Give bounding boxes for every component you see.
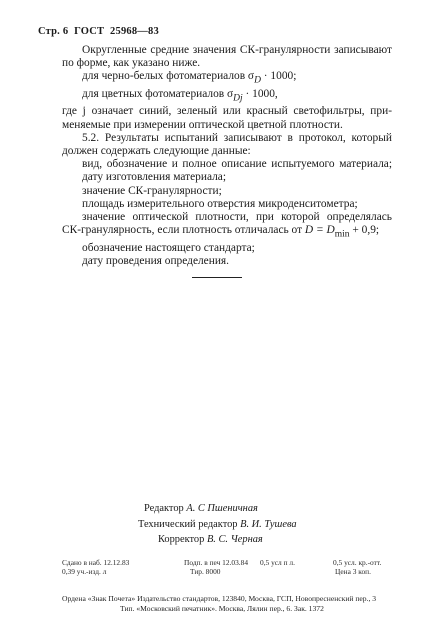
standard-prefix: ГОСТ <box>74 26 105 37</box>
imprint-submitted: Сдано в наб. 12.12.83 <box>62 558 130 567</box>
formula-density-end: + 0,9; <box>349 224 380 237</box>
printer-line: Тип. «Московский печатник». Москва, Лялин пер., 6. Зак. 1372 <box>120 603 324 613</box>
tech-editor-name: В. И. Тушева <box>240 518 297 530</box>
editor-line <box>138 501 297 517</box>
imprint-sheets: 0,5 усл п л. <box>260 558 295 567</box>
imprint-row <box>62 558 396 567</box>
editor-name: А. С Пшеничная <box>186 503 258 514</box>
corrector-line <box>138 532 297 548</box>
imprint-block <box>62 558 396 576</box>
formula-density: D = D <box>304 224 335 237</box>
imprint-circulation: Тир. 8000 <box>190 567 221 576</box>
list-item: вид, обозначение и полное описание испытуемого материала; <box>82 158 392 171</box>
tech-editor-role: Технический редактор <box>138 518 238 530</box>
list-item: значение СК-гранулярности; <box>82 184 222 197</box>
formula-bw-end: · 1000; <box>260 70 297 83</box>
list-item: дату проведения определения. <box>82 254 230 267</box>
list-item: площадь измерительного отверстия микроденситометра; <box>82 197 358 210</box>
main-text <box>62 44 392 268</box>
imprint-price: Цена 3 коп. <box>335 567 371 576</box>
corrector-name: В. С. Черная <box>206 534 263 545</box>
list-item: значение оптической плотности, при которой определялась <box>82 211 392 223</box>
imprint-row <box>62 567 396 576</box>
page-label: Стр. 6 <box>38 26 69 37</box>
formula-color-end: · 1000, <box>242 87 278 100</box>
credits-block <box>138 501 297 548</box>
formula-bw-text: для черно-белых фотоматериалов σ <box>82 70 255 83</box>
tech-editor-line <box>138 517 297 533</box>
publisher-line: Ордена «Знак Почета» Издательство стандартов, 123840, Москва, ГСП, Новопресненский пер., 3 <box>62 594 377 603</box>
list-item-continuation <box>62 224 392 241</box>
imprint-color-sheets: 0,5 усл. кр.-отт. <box>333 558 382 567</box>
formula-color-subscript: Dj <box>233 93 243 104</box>
list-item: дату изготовления материала; <box>82 171 227 184</box>
formula-color <box>62 88 392 105</box>
editor-role: Редактор <box>144 503 184 514</box>
imprint-signed: Подп. в печ 12.03.84 <box>184 558 249 567</box>
paragraph-line: где j означает синий, зеленый или красный светофильтры, при- <box>62 105 392 118</box>
section-5-2-line: 5.2. Результаты испытаний записывают в протокол, который <box>82 131 392 144</box>
publisher-footer <box>62 594 396 613</box>
formula-density-subscript: min <box>334 229 350 240</box>
paragraph-line: по форме, как указано ниже. <box>62 57 201 70</box>
formula-bw <box>62 70 392 87</box>
page-header <box>38 26 159 37</box>
list-item: обозначение настоящего стандарта; <box>82 241 255 254</box>
formula-color-text: для цветных фотоматериалов σ <box>82 87 234 100</box>
section-5-2-line: должен содержать следующие данные: <box>62 144 251 157</box>
list-item-text: СК-гранулярность, если плотность отличалась от <box>62 224 305 237</box>
formula-bw-subscript: D <box>254 75 261 86</box>
end-rule <box>192 277 242 278</box>
paragraph-line: Округленные средние значения СК-гранулярности записывают <box>82 44 392 56</box>
paragraph-line: меняемые при измерении оптической цветной плотности. <box>62 118 343 131</box>
corrector-role: Корректор <box>158 534 205 545</box>
standard-number: 25968—83 <box>110 26 159 37</box>
imprint-pub-sheets: 0,39 уч.-изд. л <box>62 567 107 576</box>
